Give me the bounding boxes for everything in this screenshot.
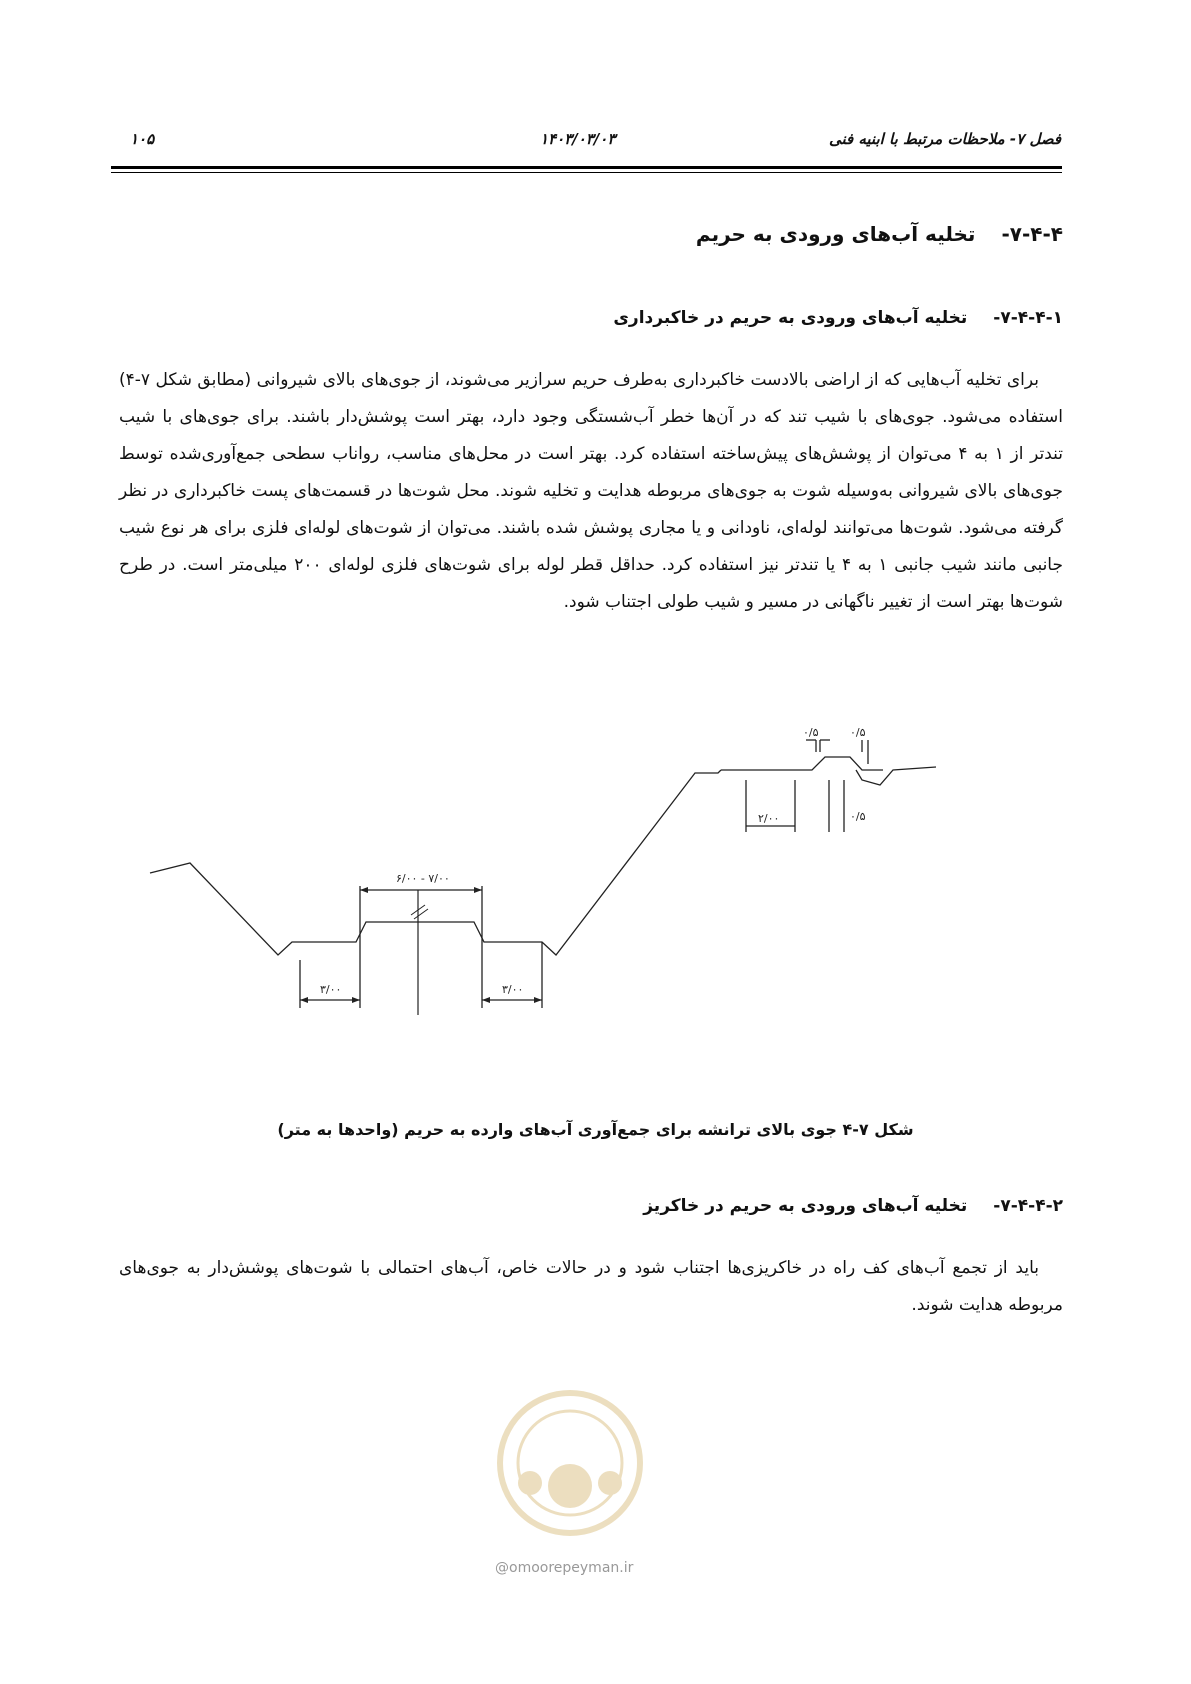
label-ditch-right: ۳/۰۰ bbox=[502, 983, 524, 996]
subsection1-body: برای تخلیه آب‌هایی که از اراضی بالادست خاکبرداری به‌طرف حریم سرازیر می‌شوند، از جوی‌های بالای شیروانی (مطابق شکل ۷-۴) استفاده می‌شود. جوی‌های با شیب تند که در آن‌ها خطر آب‌شستگی وجود دارد، بهتر است پوشش‌دار باشند. برای جوی‌های با شیب تندتر از ۱ به ۴ می‌توان از پوشش‌های پیش‌ساخته استفاده کرد. بهتر است در محل‌های مناسب، رواناب سطحی جمع‌آوری‌شده توسط جوی‌های بالای شیروانی به‌وسیله شوت به جوی‌های مربوطه هدایت و تخلیه شوند. محل شوت‌ها در قسمت‌های پست خاکبرداری در نظر گرفته می‌شود. شوت‌ها می‌توانند لوله‌ای، ناودانی و یا مجاری پوشش شده باشند. می‌توان از شوت‌های لوله‌ای فلزی برای هر نوع شیب جانبی مانند شیب جانبی ۱ به ۴ یا تندتر نیز استفاده کرد. حداقل قطر لوله برای شوت‌های فلزی لوله‌ای ۲۰۰ میلی‌متر است. در طرح شوت‌ها بهتر است از تغییر ناگهانی در مسیر و شیب طولی اجتناب شود. bbox=[119, 370, 1063, 612]
figure-caption: شکل ۷-۴ جوی بالای ترانشه برای جمع‌آوری آب‌های وارده به حریم (واحدها به متر) bbox=[277, 1120, 914, 1139]
section-title: تخلیه آب‌های ورودی به حریم bbox=[695, 222, 976, 246]
subsection2-body: باید از تجمع آب‌های کف راه در خاکریزی‌ها اجتناب شود و در حالات خاص، آب‌های احتمالی با شوت‌های پوشش‌دار به جوی‌های مربوطه هدایت شوند. bbox=[119, 1258, 1063, 1315]
subsection1-heading bbox=[613, 308, 1063, 328]
label-height-2: ۰/۵ bbox=[850, 726, 866, 739]
label-height-3: ۰/۵ bbox=[850, 810, 866, 823]
chapter-header: فصل ۷- ملاحظات مرتبط با ابنیه فنی bbox=[828, 130, 1061, 148]
header-date: ۱۴۰۳/۰۳/۰۳ bbox=[540, 130, 616, 148]
watermark-site: @omoorepeyman.ir bbox=[495, 1560, 634, 1576]
label-berm: ۲/۰۰ bbox=[758, 812, 780, 825]
section-heading bbox=[696, 222, 1063, 246]
subsection2-title: تخلیه آب‌های ورودی به حریم در خاکریز bbox=[643, 1196, 968, 1216]
watermark-logo bbox=[490, 1368, 650, 1568]
section-number: ۷-۴-۴- bbox=[1001, 222, 1063, 246]
subsection2-paragraph bbox=[119, 1250, 1063, 1324]
header-rule-thin bbox=[111, 172, 1062, 173]
ditch-cross-section-figure bbox=[150, 726, 1030, 1100]
subsection2-heading bbox=[643, 1196, 1063, 1216]
subsection2-number: ۷-۴-۴-۲- bbox=[993, 1196, 1063, 1216]
label-top-width: ۶/۰۰ - ۷/۰۰ bbox=[396, 872, 450, 885]
label-ditch-left: ۳/۰۰ bbox=[320, 983, 342, 996]
label-height-1: ۰/۵ bbox=[803, 726, 819, 739]
header-rule-thick bbox=[111, 166, 1062, 169]
subsection1-number: ۷-۴-۴-۱- bbox=[993, 308, 1063, 328]
subsection1-title: تخلیه آب‌های ورودی به حریم در خاکبرداری bbox=[613, 308, 968, 328]
subsection1-paragraph bbox=[119, 362, 1063, 621]
page-number: ۱۰۵ bbox=[130, 130, 155, 148]
section-outline bbox=[150, 740, 936, 1015]
